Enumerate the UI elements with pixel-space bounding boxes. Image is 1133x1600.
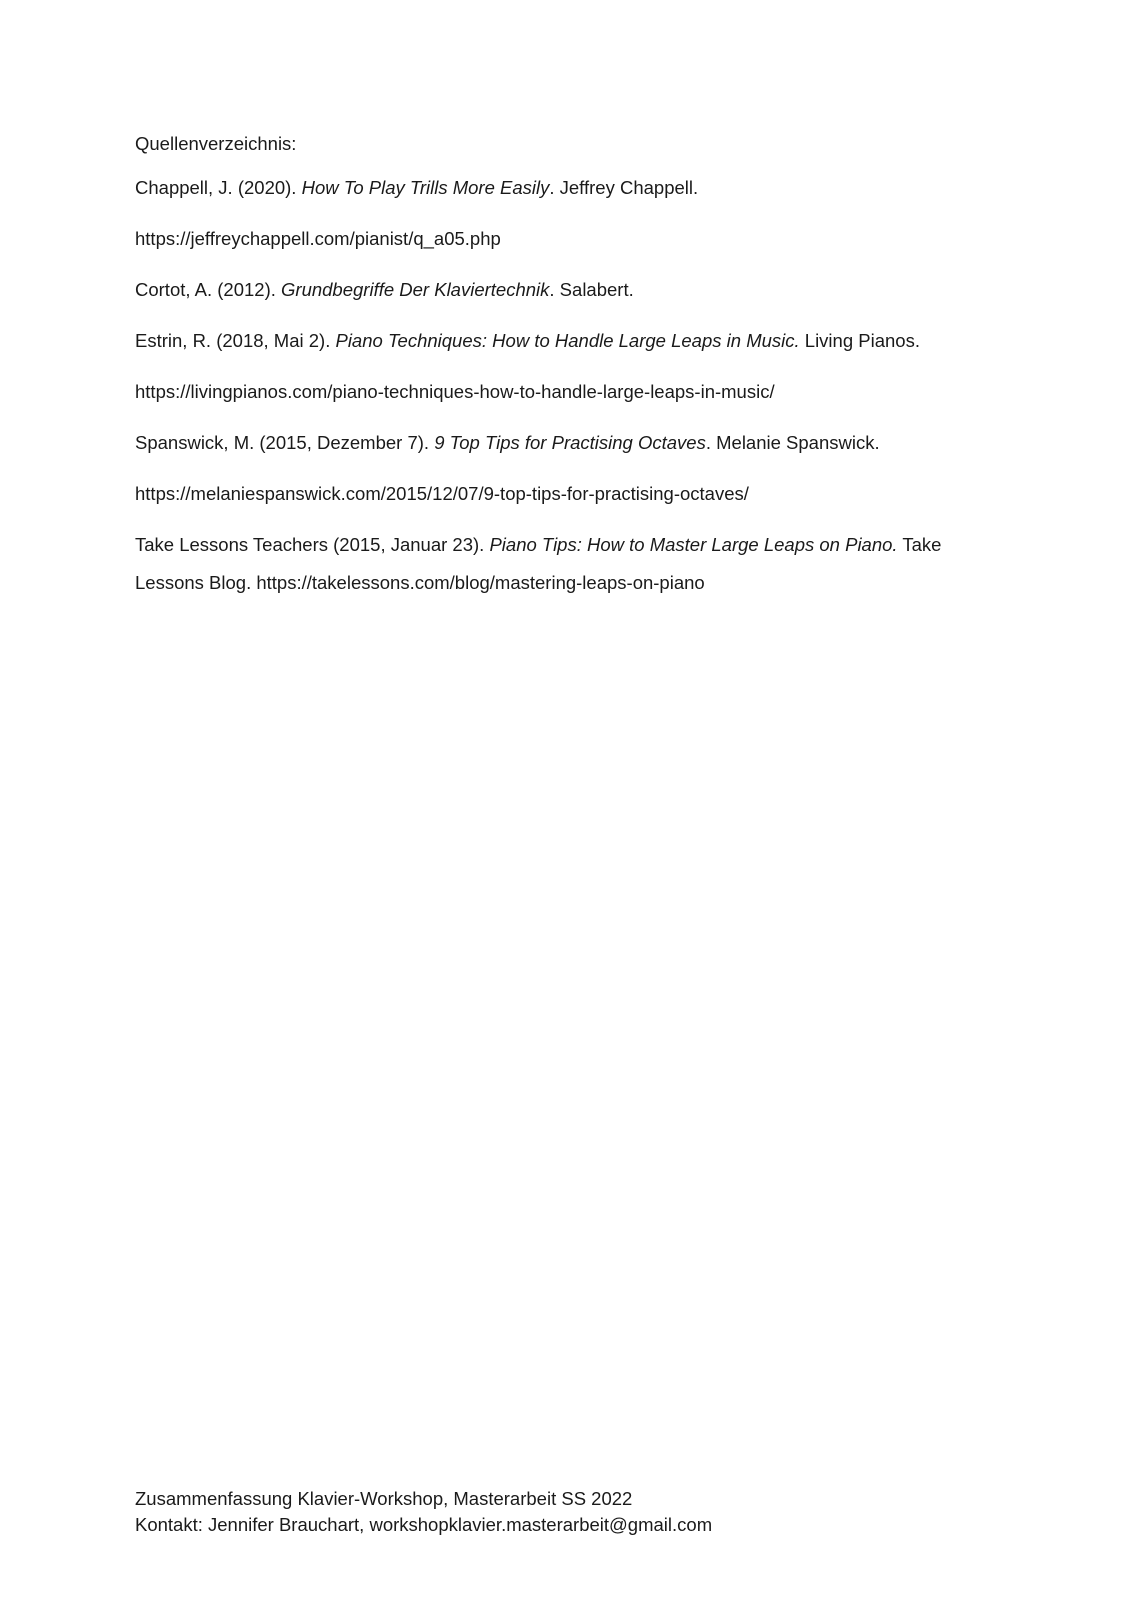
section-heading: Quellenverzeichnis: — [135, 133, 297, 154]
reference-entry — [135, 271, 1015, 309]
footer-contact: Kontakt: Jennifer Brauchart, workshopklavier.masterarbeit@gmail.com — [135, 1514, 713, 1535]
reference-entry — [135, 322, 1015, 411]
reference-citation — [135, 271, 1015, 309]
reference-entry — [135, 169, 1015, 258]
reference-title: How To Play Trills More Easily — [301, 177, 550, 198]
reference-title: Grundbegriffe Der Klaviertechnik — [281, 279, 550, 300]
reference-url: https://jeffreychappell.com/pianist/q_a05.php — [135, 228, 501, 249]
reference-title: Piano Tips: How to Master Large Leaps on Piano. — [489, 534, 898, 555]
reference-authors: Estrin, R. (2018, Mai 2). — [135, 330, 336, 351]
reference-publisher: Take — [897, 534, 942, 555]
reference-publisher: Living Pianos. — [799, 330, 920, 351]
reference-citation — [135, 424, 1015, 462]
reference-publisher: . Jeffrey Chappell. — [549, 177, 699, 198]
reference-citation — [135, 169, 1015, 207]
footer-summary: Zusammenfassung Klavier-Workshop, Masterarbeit SS 2022 — [135, 1488, 633, 1509]
reference-entry — [135, 424, 1015, 513]
reference-authors: Cortot, A. (2012). — [135, 279, 282, 300]
page-footer — [135, 1486, 1015, 1538]
reference-authors: Chappell, J. (2020). — [135, 177, 302, 198]
reference-title: Piano Techniques: How to Handle Large Leaps in Music. — [335, 330, 800, 351]
reference-citation — [135, 322, 1015, 360]
reference-authors: Take Lessons Teachers (2015, Januar 23). — [135, 534, 490, 555]
reference-url: https://melaniespanswick.com/2015/12/07/9-top-tips-for-practising-octaves/ — [135, 483, 749, 504]
reference-list — [135, 132, 1015, 615]
reference-continuation: Lessons Blog. https://takelessons.com/blog/mastering-leaps-on-piano — [135, 572, 705, 593]
reference-citation — [135, 526, 1015, 564]
reference-publisher: . Melanie Spanswick. — [705, 432, 880, 453]
reference-title: 9 Top Tips for Practising Octaves — [434, 432, 706, 453]
reference-entry — [135, 526, 1015, 602]
reference-url: https://livingpianos.com/piano-techniques-how-to-handle-large-leaps-in-music/ — [135, 381, 775, 402]
reference-publisher: . Salabert. — [549, 279, 634, 300]
reference-authors: Spanswick, M. (2015, Dezember 7). — [135, 432, 435, 453]
